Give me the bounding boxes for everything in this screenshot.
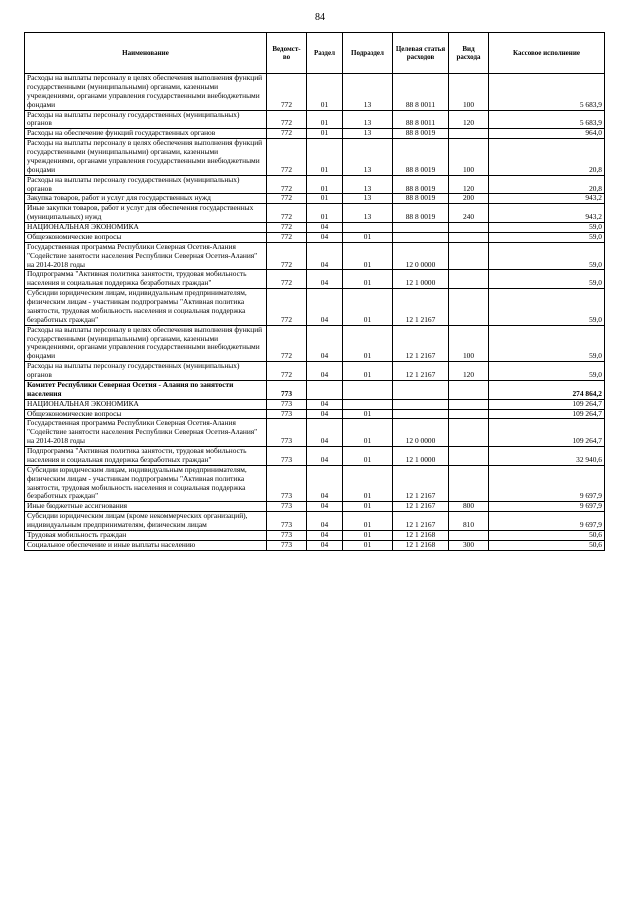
row-target: 88 8 0019 [393, 175, 449, 194]
row-target: 12 1 2167 [393, 325, 449, 362]
row-section: 04 [307, 270, 343, 289]
row-amount: 109 264,7 [489, 409, 605, 419]
row-amount: 50,6 [489, 530, 605, 540]
row-target: 88 8 0011 [393, 110, 449, 129]
header-subsection: Подраздел [343, 33, 393, 74]
header-dept: Ведомст-во [267, 33, 307, 74]
row-dept: 772 [267, 362, 307, 381]
row-target: 12 1 2168 [393, 530, 449, 540]
row-section: 01 [307, 175, 343, 194]
row-section: 04 [307, 242, 343, 270]
row-expense-type [449, 270, 489, 289]
table-row [25, 242, 605, 270]
table-row [25, 380, 605, 399]
table-row [25, 399, 605, 409]
row-dept: 772 [267, 270, 307, 289]
row-subsection: 01 [343, 362, 393, 381]
row-subsection: 01 [343, 447, 393, 466]
row-section: 01 [307, 129, 343, 139]
row-amount: 20,8 [489, 139, 605, 176]
table-row [25, 204, 605, 223]
row-subsection: 01 [343, 270, 393, 289]
row-expense-type [449, 530, 489, 540]
row-dept: 772 [267, 223, 307, 233]
row-amount: 59,0 [489, 232, 605, 242]
row-subsection: 13 [343, 175, 393, 194]
row-expense-type [449, 129, 489, 139]
row-amount: 109 264,7 [489, 399, 605, 409]
table-row [25, 530, 605, 540]
header-expense-type: Вид расхода [449, 33, 489, 74]
header-section: Раздел [307, 33, 343, 74]
row-subsection: 13 [343, 110, 393, 129]
row-section: 01 [307, 204, 343, 223]
row-amount: 943,2 [489, 204, 605, 223]
row-target: 12 1 0000 [393, 447, 449, 466]
row-name: Общеэкономические вопросы [25, 232, 267, 242]
table-row [25, 409, 605, 419]
table-row [25, 270, 605, 289]
row-expense-type [449, 399, 489, 409]
row-name: Расходы на выплаты персоналу в целях обеспечения выполнения функций государственными (муниципальными) органами, казенными учреждениями, органами управления государственными внебюджетными фондами [25, 139, 267, 176]
table-row [25, 74, 605, 111]
table-row [25, 325, 605, 362]
row-subsection: 13 [343, 139, 393, 176]
row-amount: 32 940,6 [489, 447, 605, 466]
table-row [25, 110, 605, 129]
row-name: Социальное обеспечение и иные выплаты населению [25, 540, 267, 550]
row-expense-type: 300 [449, 540, 489, 550]
page-number: 84 [315, 12, 325, 23]
table-row [25, 129, 605, 139]
row-target: 12 1 0000 [393, 270, 449, 289]
row-amount: 20,8 [489, 175, 605, 194]
row-name: Расходы на выплаты персоналу государственных (муниципальных) органов [25, 110, 267, 129]
row-amount: 5 683,9 [489, 110, 605, 129]
row-dept: 772 [267, 110, 307, 129]
row-section: 04 [307, 502, 343, 512]
row-name: Общеэкономические вопросы [25, 409, 267, 419]
row-section: 04 [307, 540, 343, 550]
row-name: Иные бюджетные ассигнования [25, 502, 267, 512]
row-name: Субсидии юридическим лицам, индивидуальным предпринимателям, физическим лицам - участникам подпрограммы "Активная политика занятости, трудовая мобильность населения и социальная поддержка безработных граждан" [25, 465, 267, 502]
row-target: 12 1 2167 [393, 502, 449, 512]
row-target: 88 8 0019 [393, 129, 449, 139]
row-subsection: 13 [343, 204, 393, 223]
row-name: Расходы на выплаты персоналу государственных (муниципальных) органов [25, 175, 267, 194]
row-subsection: 13 [343, 129, 393, 139]
row-name: Расходы на выплаты персоналу в целях обеспечения выполнения функций государственными (муниципальными) органами, казенными учреждениями, органами управления государственными внебюджетными фондами [25, 325, 267, 362]
row-amount: 9 697,9 [489, 502, 605, 512]
row-name: Иные закупки товаров, работ и услуг для обеспечения государственных (муниципальных) нужд [25, 204, 267, 223]
row-target: 88 8 0019 [393, 194, 449, 204]
row-name: Субсидии юридическим лицам (кроме некоммерческих организаций), индивидуальным предпринимателям, физическим лицам [25, 512, 267, 531]
row-amount: 274 864,2 [489, 380, 605, 399]
row-target: 12 1 2167 [393, 465, 449, 502]
row-amount: 50,6 [489, 540, 605, 550]
row-name: Расходы на выплаты персоналу в целях обеспечения выполнения функций государственными (муниципальными) органами, казенными учреждениями, органами управления государственными внебюджетными фондами [25, 74, 267, 111]
row-expense-type: 200 [449, 194, 489, 204]
row-name: НАЦИОНАЛЬНАЯ ЭКОНОМИКА [25, 399, 267, 409]
table-row [25, 512, 605, 531]
row-name: Комитет Республики Северная Осетия - Алания по занятости населения [25, 380, 267, 399]
row-target: 12 1 2167 [393, 289, 449, 326]
row-subsection: 01 [343, 325, 393, 362]
table-row [25, 175, 605, 194]
table-row [25, 447, 605, 466]
row-amount: 5 683,9 [489, 74, 605, 111]
row-dept: 773 [267, 409, 307, 419]
row-dept: 772 [267, 74, 307, 111]
row-name: Подпрограмма "Активная политика занятости, трудовая мобильность населения и социальная поддержка безработных граждан" [25, 270, 267, 289]
row-amount: 59,0 [489, 325, 605, 362]
row-dept: 773 [267, 540, 307, 550]
row-dept: 772 [267, 289, 307, 326]
row-expense-type [449, 380, 489, 399]
row-subsection: 13 [343, 74, 393, 111]
row-section: 04 [307, 465, 343, 502]
row-section: 01 [307, 110, 343, 129]
row-dept: 772 [267, 129, 307, 139]
row-expense-type [449, 465, 489, 502]
row-name: Государственная программа Республики Северная Осетия-Алания "Содействие занятости населения Республики Северная Осетия-Алания" на 2014-2018 годы [25, 419, 267, 447]
row-target: 88 8 0019 [393, 204, 449, 223]
header-execution: Кассовое исполнение [489, 33, 605, 74]
row-subsection: 13 [343, 194, 393, 204]
row-target [393, 232, 449, 242]
row-dept: 773 [267, 465, 307, 502]
row-amount: 9 697,9 [489, 512, 605, 531]
row-name: Расходы на выплаты персоналу государственных (муниципальных) органов [25, 362, 267, 381]
row-name: Закупка товаров, работ и услуг для государственных нужд [25, 194, 267, 204]
row-subsection: 01 [343, 242, 393, 270]
row-amount: 9 697,9 [489, 465, 605, 502]
table-row [25, 465, 605, 502]
table-row [25, 223, 605, 233]
row-expense-type [449, 242, 489, 270]
row-dept: 773 [267, 512, 307, 531]
row-amount: 59,0 [489, 242, 605, 270]
row-section [307, 380, 343, 399]
row-section: 04 [307, 447, 343, 466]
table-header-row [25, 33, 605, 74]
row-name: Субсидии юридическим лицам, индивидуальным предпринимателям, физическим лицам - участникам подпрограммы "Активная политика занятости, трудовая мобильность населения и социальная поддержка безработных граждан" [25, 289, 267, 326]
row-section: 04 [307, 223, 343, 233]
row-dept: 773 [267, 380, 307, 399]
row-target: 12 0 0000 [393, 419, 449, 447]
row-section: 04 [307, 530, 343, 540]
row-amount: 59,0 [489, 289, 605, 326]
row-dept: 772 [267, 204, 307, 223]
row-name: НАЦИОНАЛЬНАЯ ЭКОНОМИКА [25, 223, 267, 233]
table-row [25, 289, 605, 326]
row-expense-type: 100 [449, 74, 489, 111]
row-section: 04 [307, 512, 343, 531]
row-subsection: 01 [343, 289, 393, 326]
row-target: 88 8 0011 [393, 74, 449, 111]
row-name: Государственная программа Республики Северная Осетия-Алания "Содействие занятости населения Республики Северная Осетия-Алания" на 2014-2018 годы [25, 242, 267, 270]
row-expense-type: 120 [449, 175, 489, 194]
row-dept: 772 [267, 232, 307, 242]
row-dept: 773 [267, 502, 307, 512]
row-section: 04 [307, 325, 343, 362]
row-subsection: 01 [343, 409, 393, 419]
row-dept: 772 [267, 242, 307, 270]
row-expense-type [449, 419, 489, 447]
row-subsection: 01 [343, 512, 393, 531]
row-expense-type: 800 [449, 502, 489, 512]
row-target [393, 223, 449, 233]
row-target: 12 1 2168 [393, 540, 449, 550]
row-section: 04 [307, 289, 343, 326]
row-name: Подпрограмма "Активная политика занятости, трудовая мобильность населения и социальная поддержка безработных граждан" [25, 447, 267, 466]
row-dept: 773 [267, 399, 307, 409]
row-section: 04 [307, 409, 343, 419]
row-expense-type: 120 [449, 362, 489, 381]
table-row [25, 502, 605, 512]
row-subsection: 01 [343, 232, 393, 242]
row-section: 04 [307, 232, 343, 242]
table-row [25, 540, 605, 550]
row-subsection: 01 [343, 530, 393, 540]
row-amount: 59,0 [489, 223, 605, 233]
row-target [393, 399, 449, 409]
row-target: 12 1 2167 [393, 362, 449, 381]
row-target [393, 409, 449, 419]
row-expense-type [449, 447, 489, 466]
row-section: 04 [307, 362, 343, 381]
table-row [25, 194, 605, 204]
row-amount: 109 264,7 [489, 419, 605, 447]
row-amount: 59,0 [489, 270, 605, 289]
row-section: 04 [307, 399, 343, 409]
row-expense-type: 810 [449, 512, 489, 531]
row-expense-type [449, 409, 489, 419]
table-row [25, 232, 605, 242]
row-subsection: 01 [343, 419, 393, 447]
header-name: Наименование [25, 33, 267, 74]
row-expense-type [449, 223, 489, 233]
row-expense-type: 240 [449, 204, 489, 223]
row-expense-type: 100 [449, 325, 489, 362]
table-row [25, 139, 605, 176]
row-dept: 772 [267, 194, 307, 204]
row-dept: 773 [267, 419, 307, 447]
row-dept: 773 [267, 447, 307, 466]
table-row [25, 362, 605, 381]
row-dept: 772 [267, 175, 307, 194]
row-target [393, 380, 449, 399]
row-subsection: 01 [343, 465, 393, 502]
row-dept: 773 [267, 530, 307, 540]
row-section: 01 [307, 194, 343, 204]
row-name: Расходы на обеспечение функций государственных органов [25, 129, 267, 139]
row-expense-type [449, 289, 489, 326]
row-section: 01 [307, 139, 343, 176]
row-dept: 772 [267, 325, 307, 362]
row-dept: 772 [267, 139, 307, 176]
row-expense-type [449, 232, 489, 242]
row-section: 01 [307, 74, 343, 111]
row-expense-type: 100 [449, 139, 489, 176]
header-target: Целевая статья расходов [393, 33, 449, 74]
row-expense-type: 120 [449, 110, 489, 129]
row-subsection [343, 380, 393, 399]
row-target: 12 1 2167 [393, 512, 449, 531]
row-subsection: 01 [343, 540, 393, 550]
row-amount: 964,0 [489, 129, 605, 139]
row-name: Трудовая мобильность граждан [25, 530, 267, 540]
row-amount: 943,2 [489, 194, 605, 204]
row-section: 04 [307, 419, 343, 447]
row-target: 88 8 0019 [393, 139, 449, 176]
budget-execution-table [24, 32, 605, 551]
table-row [25, 419, 605, 447]
row-target: 12 0 0000 [393, 242, 449, 270]
row-subsection [343, 223, 393, 233]
row-amount: 59,0 [489, 362, 605, 381]
row-subsection [343, 399, 393, 409]
row-subsection: 01 [343, 502, 393, 512]
